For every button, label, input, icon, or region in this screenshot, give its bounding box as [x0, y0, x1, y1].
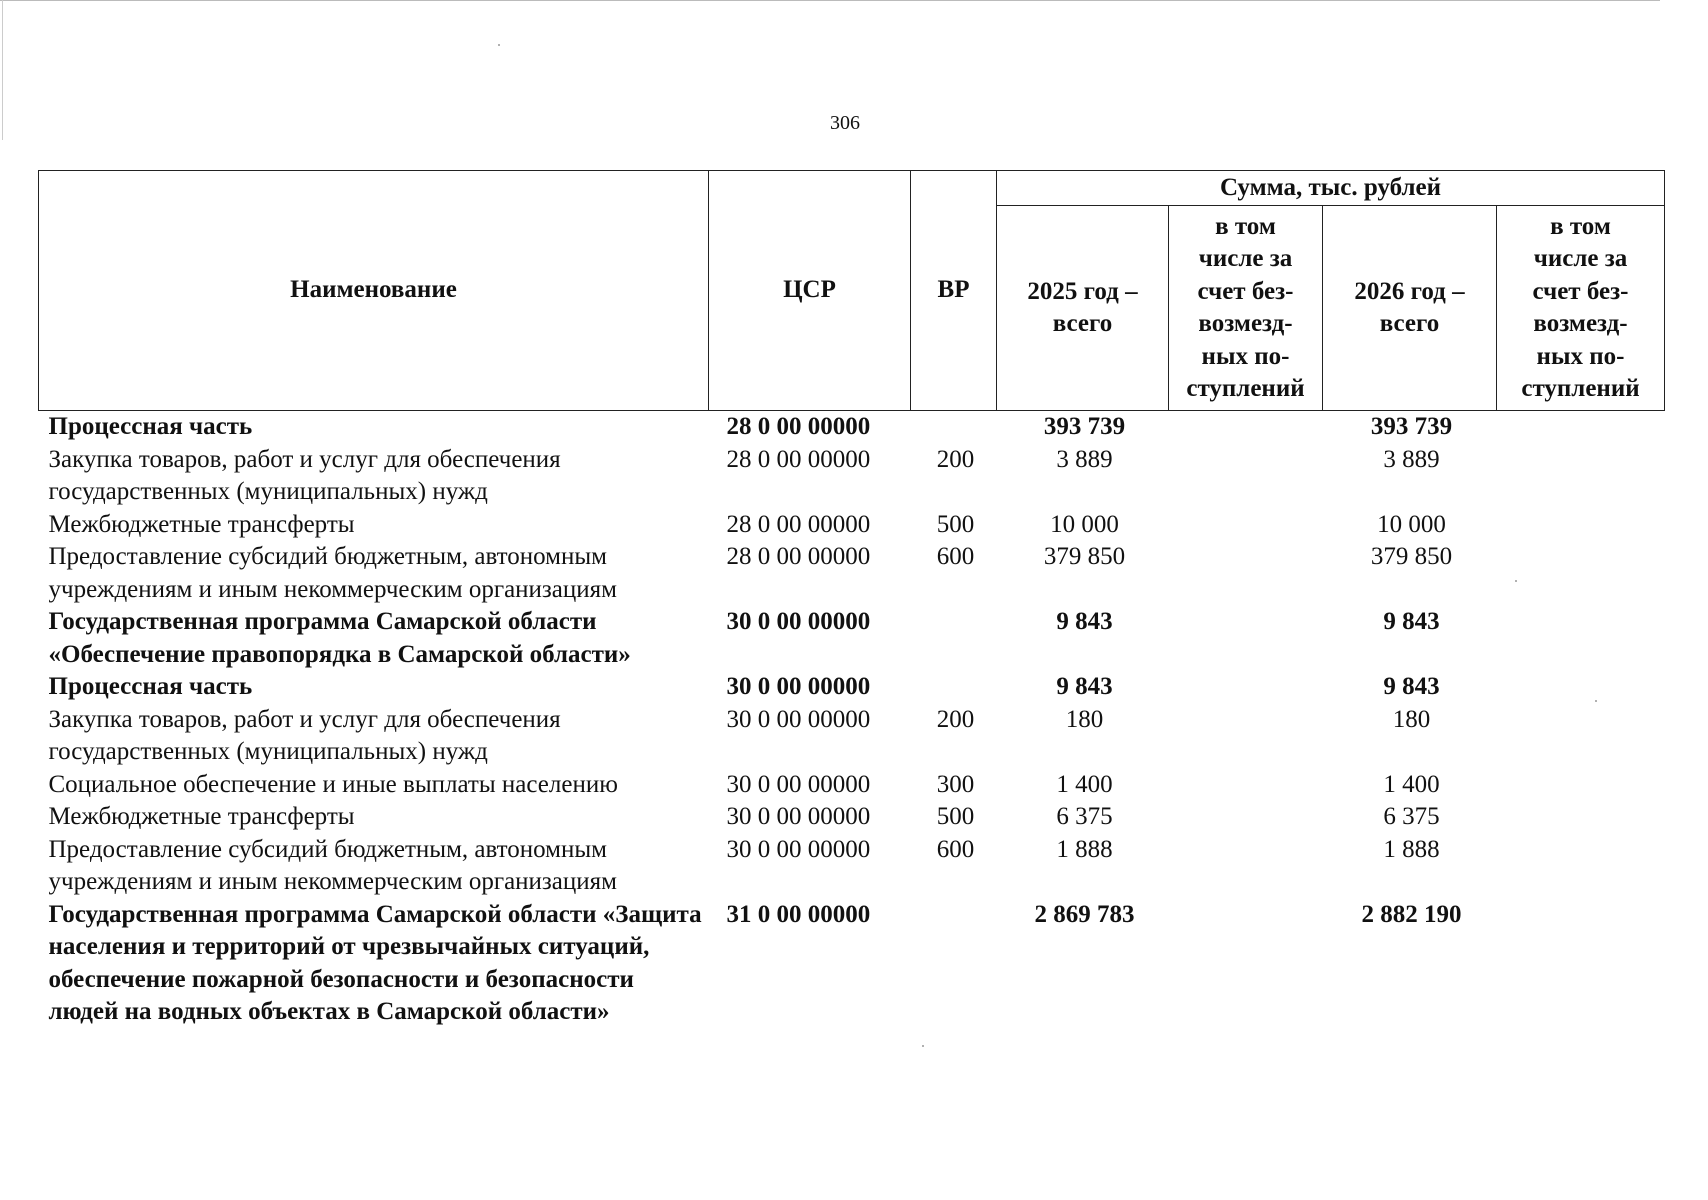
table-row [39, 769, 1665, 802]
scan-speck [922, 1045, 924, 1047]
table-row [39, 704, 1665, 769]
cell-name: Государственная программа Самарской области «Защита населения и территорий от чрезвычайных ситуаций, обеспечение пожарной безопасности и безопасности людей на водных объектах в Самарской области» [48, 900, 702, 1025]
cell-csr: 30 0 00 00000 [726, 608, 871, 635]
cell-2026-total: 379 850 [1370, 543, 1453, 570]
cell-csr: 31 0 00 00000 [726, 900, 871, 928]
cell-csr: 30 0 00 00000 [726, 673, 871, 700]
cell-2026-total: 10 000 [1377, 510, 1446, 538]
cell-vr [911, 411, 997, 444]
cell-csr: 28 0 00 00000 [726, 510, 871, 538]
header-2026-total: 2026 год – всего [1323, 206, 1497, 411]
cell-2025-total: 3 889 [1056, 445, 1113, 473]
header-name: Наименование [39, 171, 709, 411]
table-body [39, 411, 1665, 1029]
cell-2026-total: 3 889 [1383, 445, 1440, 473]
cell-vr: 600 [936, 543, 975, 570]
cell-2026-grants [1497, 509, 1665, 542]
cell-2025-grants [1169, 801, 1323, 834]
scan-speck [1595, 700, 1597, 702]
cell-2025-grants [1169, 671, 1323, 704]
cell-name: Процессная часть [48, 413, 253, 440]
cell-2025-total: 6 375 [1056, 803, 1113, 830]
cell-2025-grants [1169, 834, 1323, 899]
table-row [39, 444, 1665, 509]
page-number: 306 [830, 112, 860, 134]
cell-csr: 28 0 00 00000 [726, 543, 871, 570]
cell-2026-total: 393 739 [1370, 413, 1453, 440]
cell-csr: 30 0 00 00000 [726, 835, 871, 863]
cell-2026-total: 9 843 [1383, 608, 1440, 635]
cell-name: Межбюджетные трансферты [48, 510, 355, 538]
cell-2025-grants [1169, 411, 1323, 444]
cell-2025-total: 379 850 [1043, 543, 1126, 570]
cell-2026-grants [1497, 769, 1665, 802]
header-2026-grants: в том числе за счет без- возмезд- ных по- ступлений [1497, 206, 1665, 411]
scan-edge-top [0, 0, 1660, 1]
cell-2025-grants [1169, 769, 1323, 802]
cell-2026-total: 180 [1392, 705, 1431, 733]
cell-name: Предоставление субсидий бюджетным, автономным учреждениям и иным некоммерческим организациям [48, 835, 617, 895]
cell-csr: 28 0 00 00000 [726, 445, 871, 473]
cell-name: Государственная программа Самарской области «Обеспечение правопорядка в Самарской области» [48, 608, 631, 668]
cell-name: Межбюджетные трансферты [48, 803, 355, 830]
cell-csr: 30 0 00 00000 [726, 803, 871, 830]
cell-2026-grants [1497, 801, 1665, 834]
cell-name: Предоставление субсидий бюджетным, автономным учреждениям и иным некоммерческим организациям [48, 543, 617, 603]
cell-vr: 500 [936, 803, 975, 830]
scan-speck [498, 44, 500, 46]
budget-table [38, 170, 1665, 1029]
scan-speck [1515, 580, 1517, 582]
cell-2025-grants [1169, 704, 1323, 769]
header-2025-total: 2025 год – всего [997, 206, 1169, 411]
cell-2026-grants [1497, 671, 1665, 704]
cell-csr: 30 0 00 00000 [726, 705, 871, 733]
cell-2025-total: 1 400 [1056, 770, 1113, 798]
cell-2025-grants [1169, 541, 1323, 606]
cell-2026-total: 1 400 [1383, 770, 1440, 798]
cell-2026-grants [1497, 834, 1665, 899]
cell-2026-total: 9 843 [1383, 673, 1440, 700]
cell-2025-total: 393 739 [1043, 413, 1126, 440]
cell-vr: 300 [936, 770, 975, 798]
cell-csr: 28 0 00 00000 [726, 413, 871, 440]
cell-name: Социальное обеспечение и иные выплаты населению [48, 770, 618, 798]
cell-2025-grants [1169, 899, 1323, 1029]
cell-name: Закупка товаров, работ и услуг для обеспечения государственных (муниципальных) нужд [48, 705, 561, 765]
cell-2026-grants [1497, 411, 1665, 444]
cell-2025-grants [1169, 606, 1323, 671]
cell-2026-grants [1497, 606, 1665, 671]
cell-2025-total: 10 000 [1050, 510, 1119, 538]
header-2025-grants: в том числе за счет без- возмезд- ных по- ступлений [1169, 206, 1323, 411]
cell-csr: 30 0 00 00000 [726, 770, 871, 798]
cell-name: Процессная часть [48, 673, 253, 700]
cell-2026-total: 2 882 190 [1361, 900, 1462, 928]
cell-vr [911, 899, 997, 1029]
header-sum-group: Сумма, тыс. рублей [997, 171, 1665, 206]
cell-name: Закупка товаров, работ и услуг для обеспечения государственных (муниципальных) нужд [48, 445, 561, 505]
table-row [39, 509, 1665, 542]
cell-vr [911, 671, 997, 704]
table-row [39, 541, 1665, 606]
table-row [39, 671, 1665, 704]
table-header [39, 171, 1665, 411]
cell-2026-grants [1497, 541, 1665, 606]
cell-vr: 200 [936, 705, 975, 733]
cell-vr: 600 [936, 835, 975, 863]
table-row [39, 606, 1665, 671]
cell-2025-grants [1169, 509, 1323, 542]
cell-2026-total: 1 888 [1383, 835, 1440, 863]
table-row [39, 834, 1665, 899]
cell-2026-grants [1497, 444, 1665, 509]
cell-2025-total: 2 869 783 [1034, 900, 1135, 928]
cell-vr [911, 606, 997, 671]
cell-2025-total: 1 888 [1056, 835, 1113, 863]
cell-2026-total: 6 375 [1383, 803, 1440, 830]
cell-vr: 500 [936, 510, 975, 538]
cell-2025-total: 9 843 [1056, 673, 1113, 700]
header-vr: ВР [911, 171, 997, 411]
cell-2026-grants [1497, 704, 1665, 769]
table-row [39, 801, 1665, 834]
table-row [39, 899, 1665, 1029]
cell-2026-grants [1497, 899, 1665, 1029]
cell-2025-grants [1169, 444, 1323, 509]
header-csr: ЦСР [709, 171, 911, 411]
cell-2025-total: 9 843 [1056, 608, 1113, 635]
cell-2025-total: 180 [1065, 705, 1104, 733]
cell-vr: 200 [936, 445, 975, 473]
table-row [39, 411, 1665, 444]
